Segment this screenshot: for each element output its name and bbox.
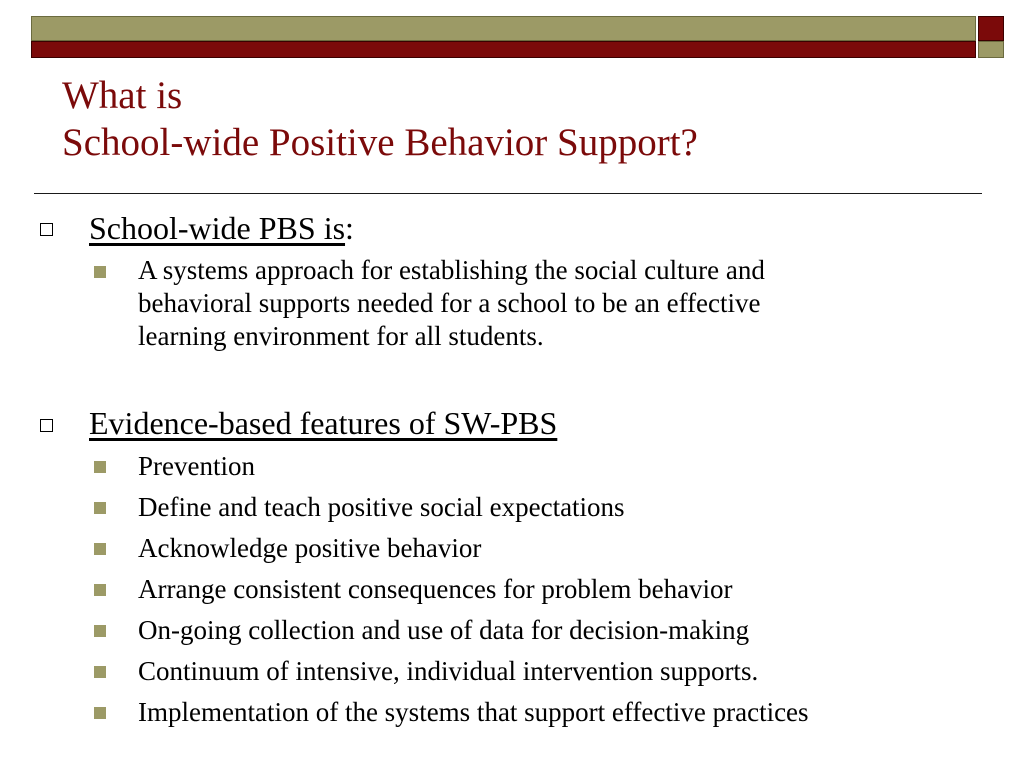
section-heading-1-suffix: :	[345, 210, 354, 246]
list-item: Arrange consistent consequences for problem behavior	[138, 574, 733, 604]
title-line-1: What is	[62, 74, 183, 117]
list-item: On-going collection and use of data for decision-making	[138, 615, 750, 645]
square-bullet-icon	[94, 266, 106, 278]
section-heading-1-text: School-wide PBS is	[89, 210, 346, 246]
square-bullet-icon	[94, 584, 106, 596]
square-bullet-icon	[94, 625, 106, 637]
list-item: Prevention	[138, 451, 255, 481]
title-line-2: School-wide Positive Behavior Support?	[62, 121, 698, 164]
list-item: Implementation of the systems that support effective practices	[138, 697, 809, 727]
list-item: A systems approach for establishing the social culture and	[138, 255, 765, 285]
square-bullet-icon	[94, 461, 106, 473]
list-item: learning environment for all students.	[138, 321, 544, 351]
section-heading-2	[89, 405, 557, 441]
list-item: behavioral supports needed for a school to be an effective	[138, 288, 761, 318]
list-item: Continuum of intensive, individual intervention supports.	[138, 656, 759, 686]
section-heading-1	[89, 210, 354, 246]
hollow-square-icon	[40, 223, 53, 236]
list-item: Define and teach positive social expectations	[138, 492, 625, 522]
square-bullet-icon	[94, 502, 106, 514]
hollow-square-icon	[40, 419, 53, 432]
square-bullet-icon	[94, 707, 106, 719]
square-bullet-icon	[94, 666, 106, 678]
section-heading-2-text: Evidence-based features of SW-PBS	[89, 405, 558, 441]
list-item: Acknowledge positive behavior	[138, 533, 482, 563]
square-bullet-icon	[94, 543, 106, 555]
